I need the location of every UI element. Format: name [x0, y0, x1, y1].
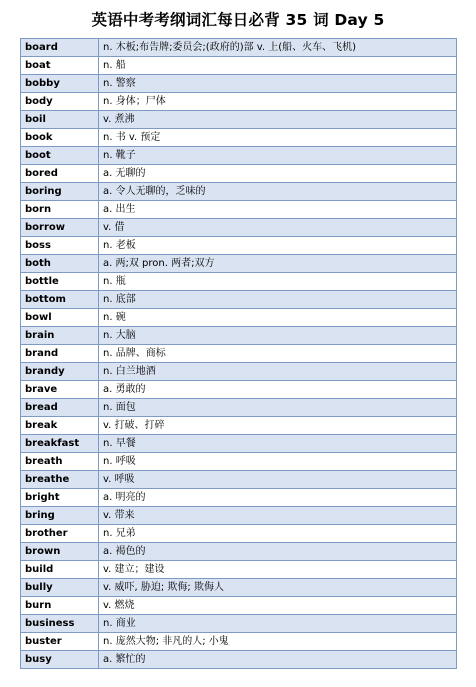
- definition-cell: v. 带来: [99, 507, 457, 525]
- definition-cell: n. 庞然大物; 非凡的人; 小鬼: [99, 633, 457, 651]
- definition-cell: n. 大脑: [99, 327, 457, 345]
- table-row: [21, 597, 457, 615]
- definition-cell: v. 打破、打碎: [99, 417, 457, 435]
- definition-cell: n. 底部: [99, 291, 457, 309]
- definition-cell: n. 品牌、商标: [99, 345, 457, 363]
- word-cell: boat: [21, 57, 99, 75]
- word-cell: breath: [21, 453, 99, 471]
- table-row: [21, 471, 457, 489]
- word-cell: breakfast: [21, 435, 99, 453]
- table-row: [21, 129, 457, 147]
- word-cell: bully: [21, 579, 99, 597]
- vocabulary-table: [20, 38, 457, 669]
- table-row: [21, 219, 457, 237]
- table-row: [21, 489, 457, 507]
- word-cell: book: [21, 129, 99, 147]
- table-row: [21, 561, 457, 579]
- table-row: [21, 453, 457, 471]
- table-row: [21, 543, 457, 561]
- table-row: [21, 651, 457, 669]
- table-row: [21, 615, 457, 633]
- word-cell: bring: [21, 507, 99, 525]
- definition-cell: n. 船: [99, 57, 457, 75]
- table-row: [21, 183, 457, 201]
- table-row: [21, 309, 457, 327]
- definition-cell: a. 明亮的: [99, 489, 457, 507]
- definition-cell: a. 出生: [99, 201, 457, 219]
- table-row: [21, 417, 457, 435]
- table-row: [21, 363, 457, 381]
- table-row: [21, 57, 457, 75]
- word-cell: bottle: [21, 273, 99, 291]
- word-cell: brother: [21, 525, 99, 543]
- word-cell: business: [21, 615, 99, 633]
- word-cell: breathe: [21, 471, 99, 489]
- definition-cell: n. 书 v. 预定: [99, 129, 457, 147]
- definition-cell: n. 瓶: [99, 273, 457, 291]
- word-cell: bobby: [21, 75, 99, 93]
- definition-cell: v. 建立；建设: [99, 561, 457, 579]
- definition-cell: n. 靴子: [99, 147, 457, 165]
- word-cell: bright: [21, 489, 99, 507]
- definition-cell: a. 令人无聊的，乏味的: [99, 183, 457, 201]
- definition-cell: a. 繁忙的: [99, 651, 457, 669]
- table-row: [21, 111, 457, 129]
- word-cell: both: [21, 255, 99, 273]
- page-title: 英语中考考纲词汇每日必背 35 词 Day 5: [91, 11, 385, 29]
- word-cell: borrow: [21, 219, 99, 237]
- word-cell: break: [21, 417, 99, 435]
- definition-cell: n. 兄弟: [99, 525, 457, 543]
- word-cell: build: [21, 561, 99, 579]
- word-cell: boil: [21, 111, 99, 129]
- word-cell: body: [21, 93, 99, 111]
- table-row: [21, 381, 457, 399]
- word-cell: brain: [21, 327, 99, 345]
- word-cell: brown: [21, 543, 99, 561]
- word-cell: bored: [21, 165, 99, 183]
- table-row: [21, 201, 457, 219]
- word-cell: board: [21, 39, 99, 57]
- word-cell: busy: [21, 651, 99, 669]
- table-row: [21, 237, 457, 255]
- word-cell: born: [21, 201, 99, 219]
- word-cell: bowl: [21, 309, 99, 327]
- table-row: [21, 399, 457, 417]
- word-cell: buster: [21, 633, 99, 651]
- table-row: [21, 435, 457, 453]
- word-cell: boss: [21, 237, 99, 255]
- definition-cell: n. 碗: [99, 309, 457, 327]
- table-row: [21, 327, 457, 345]
- definition-cell: a. 两;双 pron. 两者;双方: [99, 255, 457, 273]
- definition-cell: v. 威吓, 胁迫; 欺侮; 欺侮人: [99, 579, 457, 597]
- word-cell: brandy: [21, 363, 99, 381]
- word-cell: boring: [21, 183, 99, 201]
- definition-cell: a. 勇敢的: [99, 381, 457, 399]
- definition-cell: n. 老板: [99, 237, 457, 255]
- definition-cell: n. 早餐: [99, 435, 457, 453]
- table-row: [21, 291, 457, 309]
- word-cell: brand: [21, 345, 99, 363]
- word-cell: bottom: [21, 291, 99, 309]
- table-row: [21, 273, 457, 291]
- word-cell: boot: [21, 147, 99, 165]
- word-cell: burn: [21, 597, 99, 615]
- definition-cell: n. 身体；尸体: [99, 93, 457, 111]
- definition-cell: n. 商业: [99, 615, 457, 633]
- definition-cell: v. 呼吸: [99, 471, 457, 489]
- table-row: [21, 579, 457, 597]
- vocabulary-table-body: [21, 39, 457, 669]
- table-row: [21, 507, 457, 525]
- definition-cell: n. 面包: [99, 399, 457, 417]
- definition-cell: n. 白兰地酒: [99, 363, 457, 381]
- definition-cell: a. 无聊的: [99, 165, 457, 183]
- word-cell: bread: [21, 399, 99, 417]
- table-row: [21, 75, 457, 93]
- definition-cell: n. 警察: [99, 75, 457, 93]
- definition-cell: v. 借: [99, 219, 457, 237]
- table-row: [21, 255, 457, 273]
- table-row: [21, 147, 457, 165]
- definition-cell: v. 燃烧: [99, 597, 457, 615]
- table-row: [21, 93, 457, 111]
- word-cell: brave: [21, 381, 99, 399]
- table-row: [21, 525, 457, 543]
- table-row: [21, 165, 457, 183]
- table-row: [21, 39, 457, 57]
- definition-cell: n. 木板;布告牌;委员会;(政府的)部 v. 上(船、火车、飞机): [99, 39, 457, 57]
- table-row: [21, 345, 457, 363]
- definition-cell: a. 褐色的: [99, 543, 457, 561]
- definition-cell: v. 煮沸: [99, 111, 457, 129]
- definition-cell: n. 呼吸: [99, 453, 457, 471]
- table-row: [21, 633, 457, 651]
